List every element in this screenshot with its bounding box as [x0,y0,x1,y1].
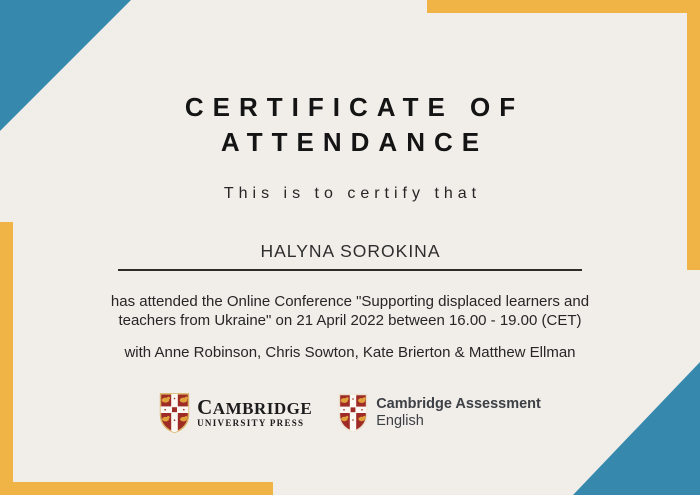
certify-subtitle: This is to certify that [223,185,482,202]
logos-row [159,392,541,434]
cambridge-assessment-english-logo [338,393,541,433]
cambridge-university-press-logo [159,392,312,434]
certificate-title-line1: CERTIFICATE OF [184,92,525,122]
cambridge-assessment-english-wordmark [376,396,541,430]
attendance-statement [111,292,589,330]
cambridge-shield-icon [159,392,190,434]
attendance-statement-line2: teachers from Ukraine" on 21 April 2022 between 16.00 - 19.00 (CET) [118,312,582,329]
cae-wordmark-line1: Cambridge Assessment [376,396,541,412]
speakers-line: with Anne Robinson, Chris Sowton, Kate Brierton & Matthew Ellman [124,344,576,361]
cae-wordmark-line2: English [376,413,424,429]
cambridge-university-press-wordmark [197,394,313,429]
cup-wordmark-line2: UNIVERSITY PRESS [197,417,305,428]
cambridge-shield-icon [338,393,368,433]
recipient-name: HALYNA SOROKINA [260,241,441,261]
name-underline [118,269,582,271]
cup-wordmark-line1: CAMBRIDGE [197,394,313,419]
certificate-title-line2: ATTENDANCE [220,127,489,157]
attendance-statement-line1: has attended the Online Conference "Supporting displaced learners and [110,293,590,310]
